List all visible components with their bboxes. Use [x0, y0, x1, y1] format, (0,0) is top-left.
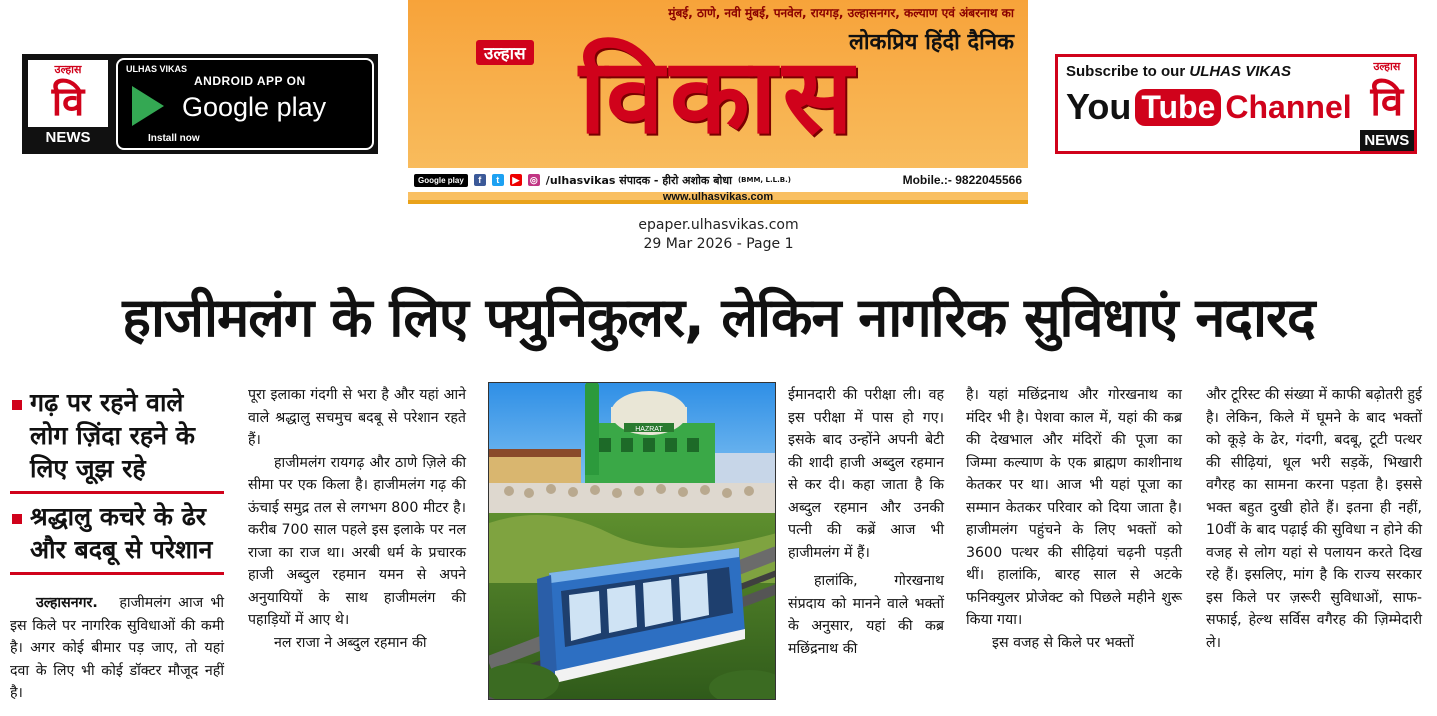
edition-date: 29 Mar 2026 - Page 1	[643, 236, 794, 252]
gp-brand-text: ULHAS VIKAS	[126, 64, 188, 74]
social-handle-editor: /ulhasvikas संपादक - हीरो अशोक बोधा	[545, 173, 732, 187]
masthead-info-bar	[408, 168, 1028, 192]
highlight-item: गढ़ पर रहने वाले लोग ज़िंदा रहने के लिए जूझ रहे	[10, 386, 224, 489]
youtube-icon[interactable]: ▶	[510, 174, 522, 186]
facebook-icon[interactable]: f	[474, 174, 486, 186]
masthead-mobile: Mobile.:- 9822045566	[902, 173, 1022, 187]
column-text: हाजीमलंग आज भी इस किले पर नागरिक सुविधाओं की कमी है। अगर कोई बीमार पड़ जाए, तो यहां दवा के लिए भी कोई डॉक्टर मौजूद नहीं है।	[10, 595, 224, 701]
article-highlights	[10, 386, 224, 581]
epaper-site[interactable]: epaper.ulhasvikas.com	[638, 217, 799, 233]
google-play-icon	[132, 86, 164, 126]
dome-text: HAZRAT	[635, 426, 663, 433]
column-paragraph: पूरा इलाका गंदगी से भरा है और यहां आने वाले श्रद्धालु सचमुच बदबू से परेशान रहते हैं।	[248, 387, 466, 448]
column-paragraph: हाजीमलंग रायगढ़ और ठाणे ज़िले की सीमा पर एक किला है। हाजीमलंग गढ़ की ऊंचाई समुद्र तल से लगभग 800 मीटर है। करीब 700 साल पहले इस इलाके पर नल राजा का राज था। अरबी धर्म के प्रचारक हाजी अब्दुल रहमान यमन से अपने अनुयायियों के साथ हाजीमलंग की पहाड़ियों में आए थे।	[248, 454, 466, 628]
newspaper-masthead	[408, 0, 1028, 204]
column-paragraph: हालांकि, गोरखनाथ संप्रदाय को मानने वाले भक्तों के अनुसार, यहां की कब्र मछिंद्रनाथ की	[788, 573, 944, 657]
yt-channel-text: Channel	[1225, 88, 1352, 125]
gp-store-name: Google play	[182, 92, 327, 122]
yt-subscribe-text: Subscribe to our	[1066, 63, 1186, 80]
google-play-badge[interactable]	[116, 58, 374, 150]
article-column-3	[788, 384, 944, 660]
instagram-icon[interactable]: ◎	[528, 174, 540, 186]
funicular-photo	[488, 382, 776, 700]
article-column-4	[966, 384, 1182, 654]
masthead-website[interactable]: www.ulhasvikas.com	[662, 191, 774, 203]
logo-glyph: वि	[1370, 78, 1404, 125]
mini-google-play-badge[interactable]: Google play	[414, 174, 468, 187]
yt-tube-text: Tube	[1135, 89, 1221, 126]
masthead-small-title: उल्हास	[476, 40, 534, 65]
column-paragraph: ईमानदारी की परीक्षा ली। वह इस परीक्षा में पास हो गए। इसके बाद उन्होंने अपनी बेटी की शादी हाजी अब्दुल रहमान से कर दी। कहा जाता है कि अब्दुल रहमान और उनकी पत्नी की कब्रें आज भी हाजीमलंग में हैं।	[788, 387, 944, 561]
masthead-title: विकास	[579, 34, 859, 157]
youtube-channel-ad[interactable]	[1055, 54, 1417, 154]
edition-info	[0, 216, 1437, 254]
editor-degree: (BMM, L.L.B.)	[737, 176, 791, 184]
article-headline: हाजीमलंग के लिए फ्युनिकुलर, लेकिन नागरिक सुविधाएं नदारद	[122, 286, 1315, 349]
yt-brand-text: ULHAS VIKAS	[1189, 63, 1292, 80]
article-column-5	[1206, 384, 1422, 654]
column-paragraph: नल राजा ने अब्दुल रहमान की	[274, 634, 427, 651]
highlight-item: श्रद्धालु कचरे के ढेर और बदबू से परेशान	[10, 500, 224, 570]
logo-glyph: वि	[51, 78, 85, 125]
article-column-2	[248, 384, 466, 654]
ulhas-vikas-news-logo	[26, 58, 110, 150]
article-column-1	[10, 592, 224, 705]
logo-news-text: NEWS	[28, 127, 108, 148]
highlight-divider	[10, 491, 224, 494]
yt-subscribe-line	[1066, 63, 1352, 80]
column-paragraph: इस वजह से किले पर भक्तों	[992, 634, 1135, 651]
masthead-cities: मुंबई, ठाणे, नवी मुंबई, पनवेल, रायगड़, उल्हासनगर, कल्याण एवं अंबरनाथ का	[668, 6, 1014, 20]
youtube-logo	[1066, 86, 1352, 128]
logo-news-text: NEWS	[1360, 130, 1414, 151]
masthead-tagline: लोकप्रिय हिंदी दैनिक	[848, 30, 1014, 55]
logo-top-text: उल्हास	[1373, 60, 1401, 73]
column-paragraph: और टूरिस्ट की संख्या में काफी बढ़ोतरी हुई है। लेकिन, किले में घूमने के बाद भक्तों को कूड़े के ढेर, गंदगी, बदबू, टूटी पत्थर की सीढ़ियां, धूल भरी सड़कें, भिखारी वगैरह का सामना करना पड़ता है। इससे भक्त बहुत दुखी होते हैं। इतना ही नहीं, 10वीं के बाद पढ़ाई की सुविधा न होने की वजह से लोग यहां से पलायन करते दिख रहे हैं। इसलिए, मांग है कि राज्य सरकार इस किले पर ज़रूरी सुविधाओं, साफ-सफाई, हेल्थ सर्विस वगैरह की ज़िम्मेदारी ले।	[1206, 387, 1422, 651]
gp-install-text: Install now	[148, 133, 200, 144]
twitter-icon[interactable]: t	[492, 174, 504, 186]
funicular-illustration	[489, 383, 776, 700]
logo-top-text: उल्हास	[54, 63, 82, 76]
ulhas-vikas-news-logo-right	[1360, 57, 1414, 151]
android-app-ad[interactable]	[22, 54, 378, 154]
yt-you-text: You	[1066, 86, 1132, 127]
dateline-city: उल्हासनगर.	[36, 595, 98, 611]
gp-app-line: ANDROID APP ON	[194, 74, 306, 88]
column-paragraph: है। यहां मछिंद्रनाथ और गोरखनाथ का मंदिर भी है। पेशवा काल में, यहां की कब्र की देखभाल और मंदिरों की पूजा का जिम्मा कल्याण के एक ब्राह्मण काशीनाथ केतकर पर था। आज भी यहां पूजा का सम्मान केतकर परिवार को दिया जाता है। हाजीमलंग पहुंचने के लिए भक्तों को 3600 पत्थर की सीढ़ियां चढ़नी पड़ती थीं। हालांकि, बारह साल से अटके फनिक्युलर प्रोजेक्ट को पिछले महीने शुरू किया गया।	[966, 387, 1182, 628]
highlight-divider	[10, 572, 224, 575]
column-paragraph	[10, 592, 224, 705]
